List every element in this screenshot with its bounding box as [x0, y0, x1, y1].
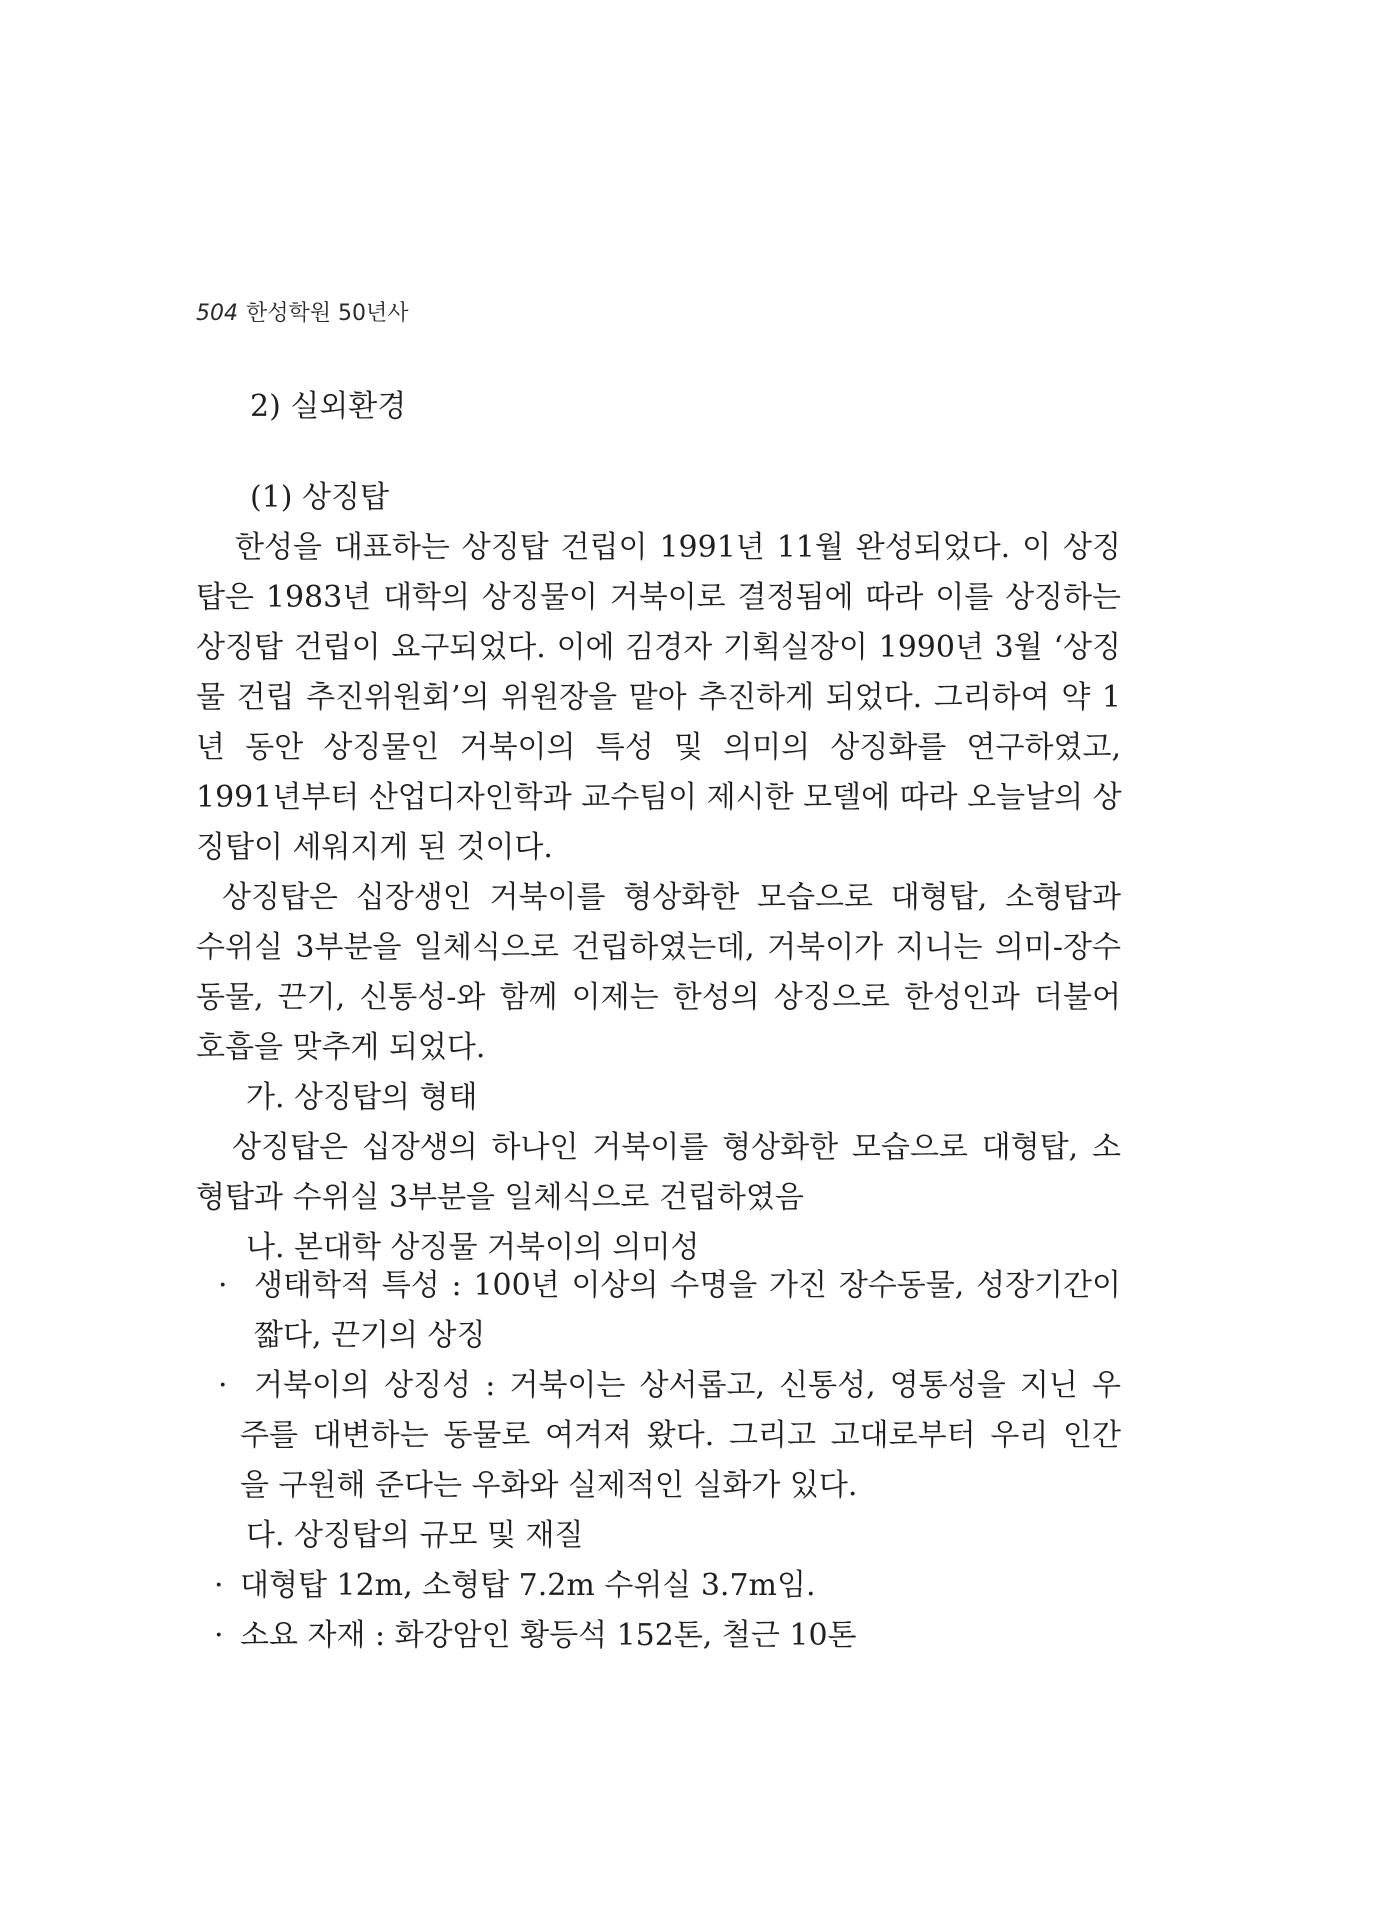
para1-line-2: 탑은 1983년 대학의 상징물이 거북이로 결정됨에 따라 이를 상징하는	[196, 580, 1121, 615]
para2-line-1: 상징탑은 십장생인 거북이를 형상화한 모습으로 대형탑, 소형탑과	[222, 880, 1121, 915]
bullet-marker: ·	[218, 1268, 228, 1303]
para1-line-7: 징탑이 세워지게 된 것이다.	[196, 830, 553, 865]
bullet-marker: ·	[214, 1618, 224, 1653]
para1-line-3: 상징탑 건립이 요구되었다. 이에 김경자 기획실장이 1990년 3월 ‘상징	[196, 630, 1121, 665]
para1-line-1: 한성을 대표하는 상징탑 건립이 1991년 11월 완성되었다. 이 상징	[235, 530, 1121, 565]
item-na-bullet-2-line-1: 거북이의 상징성 : 거북이는 상서롭고, 신통성, 영통성을 지닌 우	[254, 1368, 1121, 1403]
para1-line-4: 물 건립 추진위원회’의 위원장을 맡아 추진하게 되었다. 그리하여 약 1	[196, 680, 1121, 715]
bullet-marker: ·	[214, 1568, 224, 1603]
item-na-bullet-2-line-2: 주를 대변하는 동물로 여겨져 왔다. 그리고 고대로부터 우리 인간	[240, 1418, 1121, 1453]
item-na-heading: 나. 본대학 상징물 거북이의 의미성	[246, 1230, 700, 1265]
page-number: 504	[196, 301, 238, 326]
para2-line-2: 수위실 3부분을 일체식으로 건립하였는데, 거북이가 지니는 의미-장수	[196, 930, 1121, 965]
para1-line-6: 1991년부터 산업디자인학과 교수팀이 제시한 모델에 따라 오늘날의 상	[196, 780, 1122, 815]
item-ga-heading: 가. 상징탑의 형태	[246, 1080, 478, 1115]
item-ga-line-1: 상징탑은 십장생의 하나인 거북이를 형상화한 모습으로 대형탑, 소	[232, 1130, 1121, 1165]
para2-line-4: 호흡을 맞추게 되었다.	[196, 1030, 486, 1065]
para2-line-3: 동물, 끈기, 신통성-와 함께 이제는 한성의 상징으로 한성인과 더불어	[196, 980, 1121, 1015]
bullet-marker: ·	[218, 1368, 228, 1403]
item-da-bullet-1: 대형탑 12m, 소형탑 7.2m 수위실 3.7m임.	[240, 1568, 816, 1603]
running-title: 한성학원 50년사	[246, 301, 409, 326]
subsection-heading: (1) 상징탑	[250, 480, 389, 515]
item-da-heading: 다. 상징탑의 규모 및 재질	[246, 1518, 584, 1553]
item-na-bullet-2-line-3: 을 구원해 준다는 우화와 실제적인 실화가 있다.	[240, 1468, 858, 1503]
item-da-bullet-2: 소요 자재 : 화강암인 황등석 152톤, 철근 10톤	[240, 1618, 857, 1653]
section-heading: 2) 실외환경	[250, 389, 407, 424]
para1-line-5: 년 동안 상징물인 거북이의 특성 및 의미의 상징화를 연구하였고,	[196, 730, 1121, 765]
running-header	[196, 296, 409, 327]
item-na-bullet-1-line-2: 짧다, 끈기의 상징	[254, 1318, 486, 1353]
item-ga-line-2: 형탑과 수위실 3부분을 일체식으로 건립하였음	[196, 1180, 804, 1215]
item-na-bullet-1-line-1: 생태학적 특성 : 100년 이상의 수명을 가진 장수동물, 성장기간이	[254, 1268, 1121, 1303]
